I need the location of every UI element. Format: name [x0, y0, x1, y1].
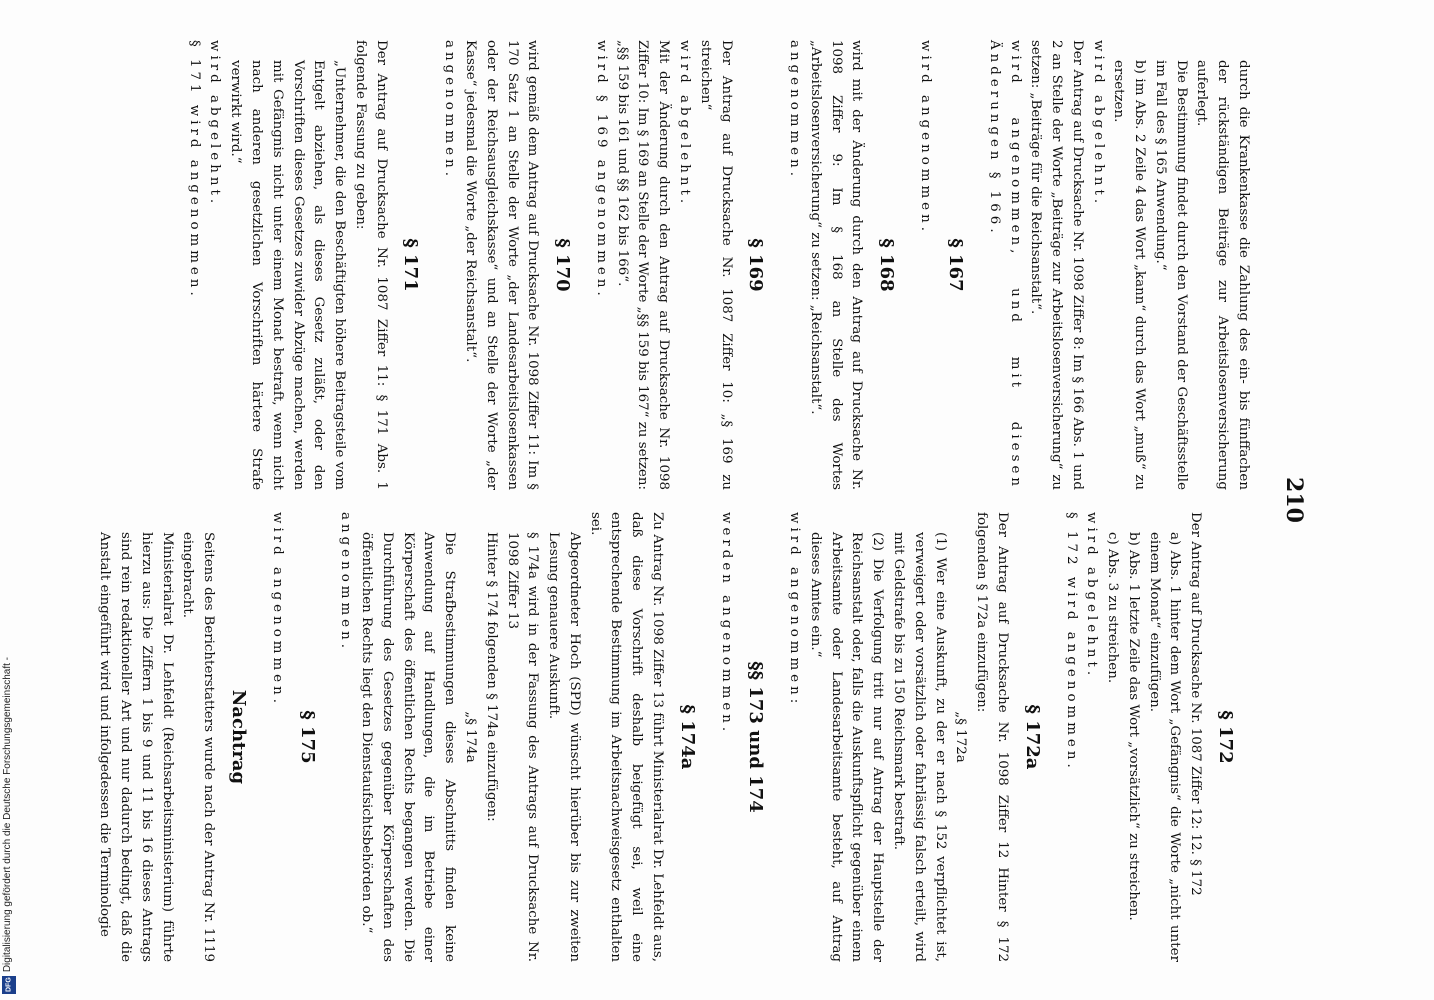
paragraph: wird angenommen, und mit diesen Änderungen § 166.: [986, 40, 1023, 490]
paragraph: Die Bestimmung findet durch den Vorstand der Geschäftsstelle im Fall des § 165 Anwendung.“: [1152, 60, 1189, 490]
paragraph: wird abgelehnt.: [677, 40, 693, 208]
paragraph: wird gemäß dem Antrag auf Drucksache Nr. 1098 Ziffer 11: Im § 170 Satz 1 an Stelle der Worte „der Landesarbeitslosenkassen oder der Reichsausgleichskasse“ und an Stelle der Worte „der Kasse“ jedesmal die Worte „der Reichsanstalt“.: [463, 40, 541, 490]
paragraph: „§ 172a: [953, 711, 969, 763]
paragraph: b) im Abs. 2 Zeile 4 das Wort „kann“ durch das Wort „muß“ zu ersetzen.: [1111, 60, 1148, 490]
funding-note: Digitalisierung gefördert durch die Deutsche Forschungsgemeinschaft -: [2, 656, 13, 972]
paragraph: angenommen.: [338, 512, 354, 652]
section-heading: §§ 173 und 174: [745, 661, 767, 813]
paragraph: wird abgelehnt.: [1090, 40, 1106, 208]
paragraph: wird § 169 angenommen.: [593, 40, 609, 300]
paragraph: wird angenommen.: [918, 40, 934, 235]
paragraph: wird angenommen.: [269, 512, 285, 707]
section-heading: § 172: [1215, 710, 1236, 764]
page-number: 210: [1281, 477, 1307, 523]
section-heading: § 169: [745, 238, 767, 292]
paragraph: wird abgelehnt.: [207, 40, 223, 208]
paragraph: Zu Antrag Nr. 1098 Ziffer 13 führt Ministerialrat Dr. Lehfeldt aus, daß diese Vorschrift deshalb beigefügt sei, weil eine entsprechende Bestimmung im Arbeitsnachweisgesetz enthalten sei.: [587, 512, 665, 962]
paragraph: Seitens des Berichterstatters wurde nach der Antrag Nr. 1119 eingebracht.: [180, 532, 217, 962]
digitization-footer: [2, 594, 16, 994]
paragraph: Der Antrag auf Drucksache Nr. 1087 Ziffer 11: § 171 Abs. 1 folgende Fassung zu geben:: [352, 40, 389, 490]
paragraph: Abgeordneter Hoch (SPD) wünscht hierüber bis zur zweiten Lesung genauere Auskunft.: [546, 532, 582, 962]
paragraph: wird mit der Änderung durch den Antrag auf Drucksache Nr. 1098 Ziffer 9: Im § 168 an Stelle des Wortes „Arbeitslosenversicherung“ zu setzen: „Reichsanstalt“.: [807, 40, 865, 490]
paragraph: Ministerialrat Dr. Lehfeldt (Reichsarbeitsministerium) führte hierzu aus: Die Ziffern 1 bis 9 und 11 bis 16 dieses Antrags sind rein redaktioneller Art und nur dadurch bedingt, daß die Anstalt eingeführt wird und infolgedessen die Terminologie: [97, 532, 175, 962]
paragraph: Der Antrag auf Drucksache Nr. 1087 Ziffer 10: „§ 169 zu streichen“: [697, 40, 734, 490]
paragraph: durch die Krankenkasse die Zahlung des ein- bis fünffachen der rückständigen Beiträge zur Arbeitslosenversicherung auferlegt.: [1194, 60, 1251, 490]
section-heading: § 170: [552, 238, 574, 292]
section-heading: § 167: [945, 238, 967, 292]
section-heading: § 171: [400, 238, 422, 292]
paragraph: Der Antrag auf Drucksache Nr. 1098 Ziffer 8: Im § 166 Abs. 1 und 2 an Stelle der Worte „Beiträge zur Arbeitslosenversicherung“ zu setzen: „Beiträge für die Reichsanstalt“.: [1028, 40, 1085, 490]
paragraph: angenommen.: [787, 40, 803, 180]
paragraph: Mit der Änderung durch den Antrag auf Drucksache Nr. 1098 Ziffer 10: Im § 169 an Stelle der Worte „§§ 159 bis 167“ zu setzen: „§§ 159 bis 161 und §§ 162 bis 166“.: [614, 40, 672, 490]
paragraph: „§ 174a: [463, 711, 478, 763]
right-column: [94, 512, 1254, 962]
paragraph: Der Antrag auf Drucksache Nr. 1087 Ziffer 12: 12. § 172: [1188, 512, 1204, 896]
paragraph: (1) Wer eine Auskunft, zu der er nach § 152 verpflichtet ist, verweigert oder vorsätzlich oder fahrlässig falsch erteilt, wird mit Geldstrafe bis zu 150 Reichsmark bestraft.: [891, 532, 948, 962]
paragraph: Die Strafbestimmungen dieses Abschnitts finden keine Anwendung auf Handlungen, die im Betriebe einer Körperschaft des öffentlichen Rechts begangen werden. Die Durchführung des Gesetzes gegenüber Körperschaften des öffentlichen Rechts liegt den Dienstaufsichtsbehörden ob.“: [359, 532, 458, 962]
paragraph: b) Abs. 1 letzte Zeile das Wort „vorsätzlich“ zu streichen.: [1125, 532, 1141, 921]
section-heading: § 175: [296, 710, 318, 764]
paragraph: c) Abs. 3 zu streichen.: [1105, 532, 1121, 684]
left-column: [183, 40, 1253, 490]
paragraph: wird angenommen:: [787, 512, 803, 708]
dfg-logo: DFG: [2, 976, 16, 994]
document-page: [97, 20, 1317, 980]
paragraph: § 172 wird angenommen.: [1063, 512, 1079, 772]
paragraph: (2) Die Verfolgung tritt nur auf Antrag der Hauptstelle der Reichsanstalt oder, falls die Auskunftspflicht gegenüber einem Arbeitsamte oder Landesarbeitsamte besteht, auf Antrag dieses Amtes ein.“: [807, 532, 886, 962]
paragraph: Hinter § 174 folgenden § 174a einzufügen:: [483, 532, 499, 822]
paragraph: § 174a wird in der Fassung des Antrags auf Drucksache Nr. 1098 Ziffer 13: [504, 532, 541, 962]
paragraph: angenommen.: [442, 40, 458, 180]
section-heading: Nachtrag: [227, 689, 249, 785]
section-heading: § 174a: [676, 704, 698, 770]
paragraph: „Unternehmer, die den Beschäftigten höhere Beitragsteile vom Entgelt abziehen, als dieses Gesetz zuläßt, oder den Vorschriften dieses Gesetzes zuwider Abzüge machen, werden mit Gefängnis nicht unter einem Monat bestraft, wenn nicht nach anderen gesetzlichen Vorschriften härtere Strafe verwirkt wird.“: [228, 60, 348, 490]
section-heading: § 172a: [1021, 704, 1043, 770]
paragraph: wird abgelehnt.: [1084, 512, 1100, 680]
paragraph: werden angenommen.: [718, 512, 734, 736]
paragraph: Der Antrag auf Drucksache Nr. 1098 Ziffer 12 Hinter § 172 folgenden § 172a einzufügen:: [974, 512, 1010, 962]
paragraph: a) Abs. 1 hinter dem Wort „Gefängnis“ die Worte „nicht unter einem Monat“ einzufügen.: [1146, 532, 1183, 962]
section-heading: § 168: [876, 238, 898, 292]
paragraph: § 171 wird angenommen.: [186, 40, 202, 300]
